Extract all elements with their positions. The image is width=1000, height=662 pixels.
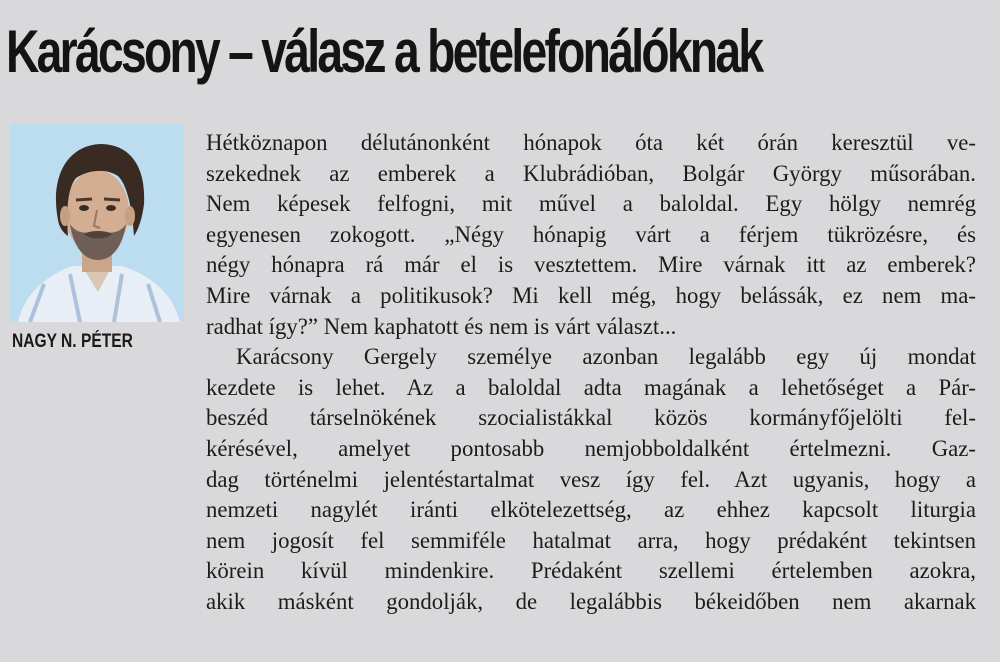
text-line: Hétköznapon délutánonként hónapok óta két órán keresztül ve- xyxy=(206,130,976,155)
paragraph-1 xyxy=(206,128,976,342)
headline: Karácsony – válasz a betelefonálóknak xyxy=(6,18,762,85)
article-body xyxy=(206,128,976,618)
author-name: NAGY N. PÉTER xyxy=(12,331,133,352)
text-line: Mire várnak a politikusok? Mi kell még, hogy belássák, ez nem ma- xyxy=(206,282,976,308)
author-portrait-icon xyxy=(10,124,184,322)
text-line: dag történelmi jelentéstartalmat vesz így fel. Azt ugyanis, hogy a xyxy=(206,466,976,492)
author-photo xyxy=(10,124,184,322)
text-line: Karácsony Gergely személye azonban legalább egy új mondat xyxy=(236,344,976,370)
text-line: radhat így?” Nem kaphatott és nem is várt választ... xyxy=(206,313,677,339)
text-line: akik másként gondolják, de legalábbis békeidőben nem akarnak xyxy=(206,588,976,614)
text-line: kezdete is lehet. Az a baloldal adta magának a lehetőséget a Pár- xyxy=(206,374,976,400)
text-line: nem jogosít fel semmiféle hatalmat arra, hogy prédaként tekintsen xyxy=(206,527,976,553)
paragraph-2 xyxy=(206,342,976,617)
text-line: szekednek az emberek a Klubrádióban, Bolgár György műsorában. xyxy=(206,160,976,186)
text-line: Nem képesek felfogni, mit művel a baloldal. Egy hölgy nemrég xyxy=(206,191,976,217)
text-line: nemzeti nagylét iránti elkötelezettség, az ehhez kapcsolt liturgia xyxy=(206,497,976,523)
text-line: egyenesen zokogott. „Négy hónapig várt a férjem tükrözésre, és xyxy=(206,221,976,247)
text-line: beszéd társelnökének szocialistákkal közös kormányfőjelölti fel- xyxy=(206,405,976,431)
text-line: kérésével, amelyet pontosabb nemjobboldalként értelmezni. Gaz- xyxy=(206,435,976,461)
text-line: négy hónapra rá már el is vesztettem. Mire várnak itt az emberek? xyxy=(206,252,976,278)
text-line: körein kívül mindenkire. Prédaként szellemi értelemben azokra, xyxy=(206,558,976,584)
